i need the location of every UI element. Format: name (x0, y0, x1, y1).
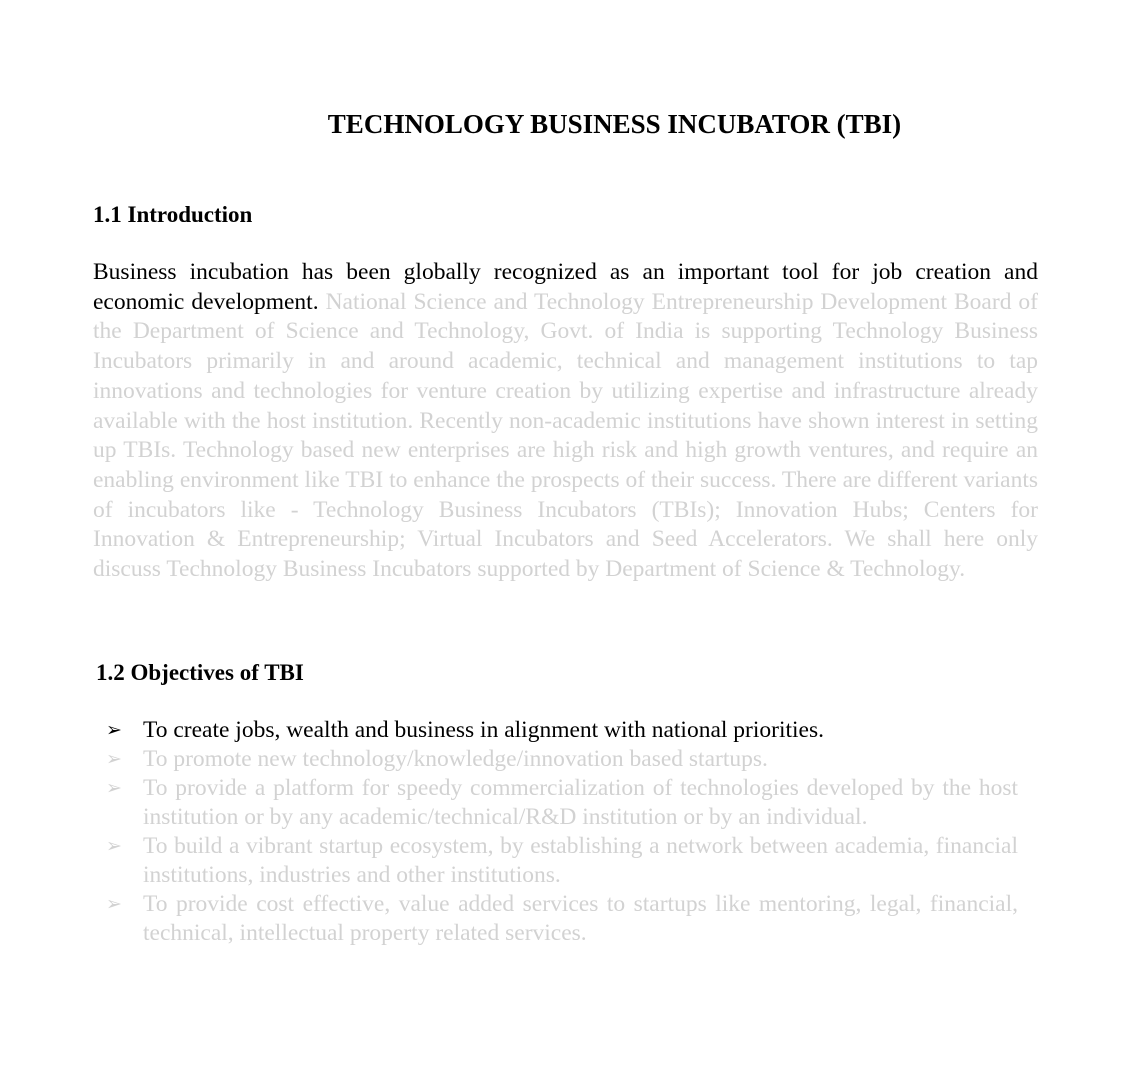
objective-text: To build a vibrant startup ecosystem, by establishing a network between academia, financial institutions, industries and other institutions. (143, 833, 1018, 888)
objective-text: To create jobs, wealth and business in alignment with national priorities. (143, 717, 825, 743)
arrow-bullet-icon: ➢ (106, 893, 122, 915)
objective-text: To provide a platform for speedy commercialization of technologies developed by the host institution or by any academic/technical/R&D institution or by an individual. (143, 775, 1018, 830)
objective-item (106, 832, 1018, 890)
section-heading-introduction: 1.1 Introduction (93, 202, 253, 227)
document-title: TECHNOLOGY BUSINESS INCUBATOR (TBI) (327, 109, 902, 139)
arrow-bullet-icon: ➢ (106, 835, 122, 857)
objective-item (106, 890, 1018, 948)
introduction-visible-text: Business incubation has been globally recognized as an important tool for job creation and economic development. (93, 259, 1038, 315)
objective-item (106, 745, 1018, 774)
section-heading-objectives: 1.2 Objectives of TBI (96, 660, 304, 685)
arrow-bullet-icon: ➢ (106, 719, 122, 741)
objective-item (106, 716, 1018, 745)
objective-text: To promote new technology/knowledge/innovation based startups. (143, 746, 768, 772)
introduction-paragraph (93, 258, 1038, 585)
objective-text: To provide cost effective, value added services to startups like mentoring, legal, financial, technical, intellectual property related services. (143, 891, 1018, 946)
objective-item (106, 774, 1018, 832)
arrow-bullet-icon: ➢ (106, 777, 122, 799)
arrow-bullet-icon: ➢ (106, 748, 122, 770)
objectives-list (106, 716, 1018, 948)
introduction-faded-text: National Science and Technology Entrepreneurship Development Board of the Department of Science and Technology, Govt. of India is supporting Technology Business Incubators primarily in and around academic, technical and management institutions to tap innovations and technologies for venture creation by utilizing expertise and infrastructure already available with the host institution. Recently non-academic institutions have shown interest in setting up TBIs. Technology based new enterprises are high risk and high growth ventures, and require an enabling environment like TBI to enhance the prospects of their success. There are different variants of incubators like - Technology Business Incubators (TBIs); Innovation Hubs; Centers for Innovation & Entrepreneurship; Virtual Incubators and Seed Accelerators. We shall here only discuss Technology Business Incubators supported by Department of Science & Technology. (93, 288, 1038, 583)
